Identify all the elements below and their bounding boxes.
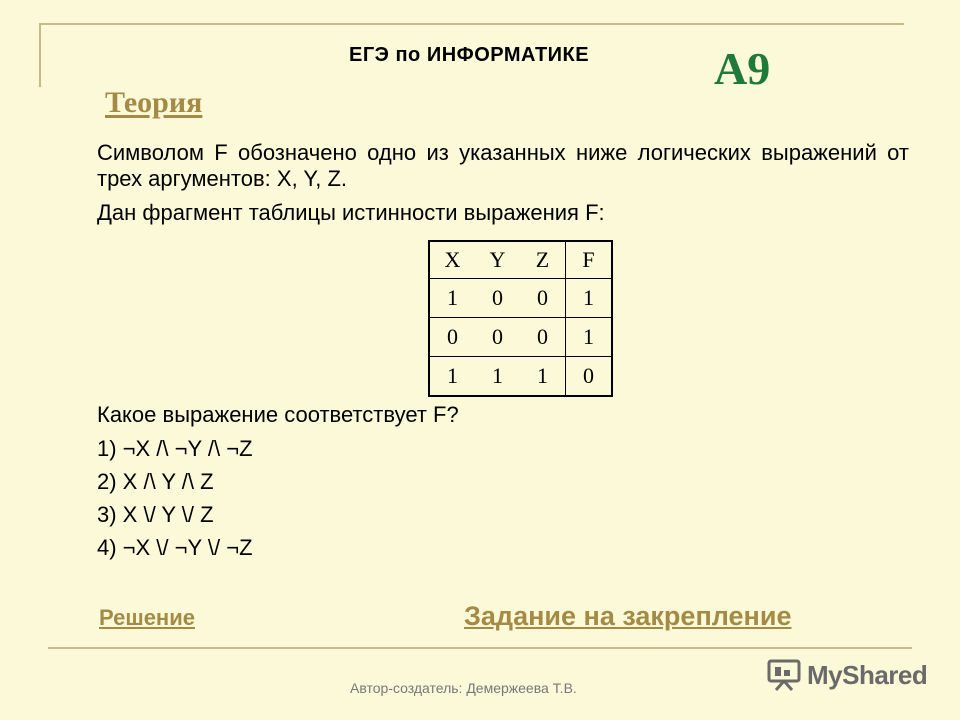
table-cell: 1 xyxy=(537,363,548,388)
watermark xyxy=(766,657,927,693)
problem-statement: Символом F обозначено одно из указанных ниже логических выражений от трех аргументов: X, Y, Z. xyxy=(97,140,909,191)
section-title: Теория xyxy=(105,86,203,119)
truth-table xyxy=(428,240,613,397)
table-cell: 0 xyxy=(566,357,613,397)
footer-divider xyxy=(48,647,912,649)
table-cell: 1 xyxy=(566,318,613,357)
table-cell: 1 xyxy=(447,363,458,388)
header-title: ЕГЭ по ИНФОРМАТИКЕ xyxy=(349,44,590,66)
frame-top-line xyxy=(40,23,904,25)
table-row xyxy=(429,279,612,318)
author-footer: Автор-создатель: Демержеева Т.В. xyxy=(350,680,577,696)
table-intro: Дан фрагмент таблицы истинности выражения F: xyxy=(97,200,605,225)
solution-link[interactable]: Решение xyxy=(99,605,195,630)
answer-options xyxy=(97,436,253,568)
table-cell: 0 xyxy=(447,324,458,349)
header-cell-f: F xyxy=(566,241,613,279)
table-cell: 1 xyxy=(492,363,503,388)
table-row xyxy=(429,318,612,357)
frame-left-line xyxy=(39,23,41,87)
answer-option-4: 4) ¬X \/ ¬Y \/ ¬Z xyxy=(97,535,253,560)
table-row xyxy=(429,357,612,397)
table-cell: 0 xyxy=(492,285,503,310)
question-text: Какое выражение соответствует F? xyxy=(97,402,459,427)
truth-table-header xyxy=(429,241,612,279)
table-cell: 0 xyxy=(492,324,503,349)
table-cell: 0 xyxy=(537,324,548,349)
answer-option-1: 1) ¬X /\ ¬Y /\ ¬Z xyxy=(97,436,253,461)
table-cell: 1 xyxy=(566,279,613,318)
answer-option-2: 2) X /\ Y /\ Z xyxy=(97,469,214,494)
watermark-text: MyShared xyxy=(807,659,928,690)
answer-option-3: 3) X \/ Y \/ Z xyxy=(97,502,214,527)
slide-code: А9 xyxy=(714,43,771,94)
presentation-board-icon xyxy=(766,657,802,693)
header-cell-y: Y xyxy=(489,247,506,272)
header-cell-x: X xyxy=(444,247,461,272)
practice-task-link[interactable]: Задание на закрепление xyxy=(464,601,792,631)
header-cell-z: Z xyxy=(535,247,550,272)
table-cell: 0 xyxy=(537,285,548,310)
table-cell: 1 xyxy=(447,285,458,310)
